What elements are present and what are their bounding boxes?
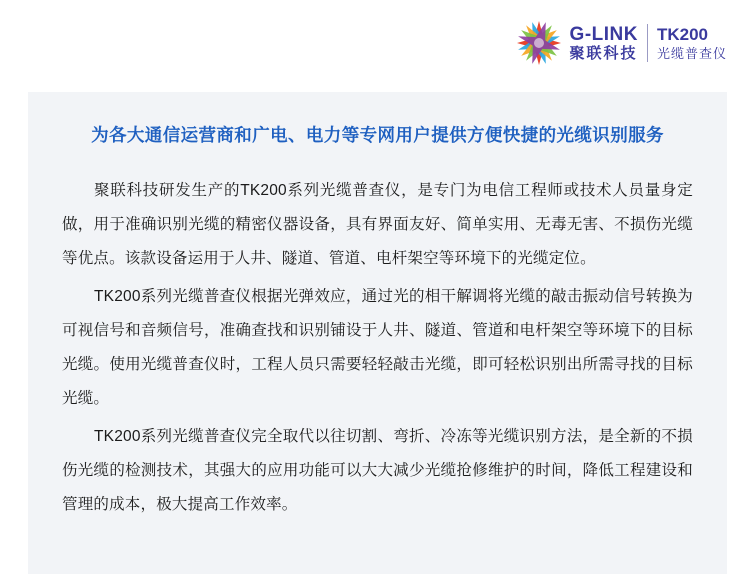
- product-model: TK200: [656, 24, 709, 44]
- brand-logo: [516, 20, 727, 66]
- brand-name-block: [570, 24, 647, 63]
- page-header: [0, 0, 755, 92]
- content-panel: [28, 92, 727, 574]
- paragraph-2: TK200系列光缆普查仪根据光弹效应，通过光的相干解调将光缆的敲击振动信号转换为可视信号和音频信号，准确查找和识别铺设于人井、隧道、管道和电杆架空等环境下的目标光缆。使用光缆普查仪时，工程人员只需要轻轻敲击光缆，即可轻松识别出所需寻找的目标光缆。: [62, 288, 693, 407]
- brand-name-cn: 聚联科技: [569, 44, 638, 62]
- paragraph-1: 聚联科技研发生产的TK200系列光缆普查仪，是专门为电信工程师或技术人员量身定做，用于准确识别光缆的精密仪器设备，具有界面友好、简单实用、无毒无害、不损伤光缆等优点。该款设备运用于人井、隧道、管道、电杆架空等环境下的光缆定位。: [62, 182, 693, 267]
- product-name-block: [648, 24, 727, 63]
- product-name-cn: 光缆普查仪: [656, 45, 727, 61]
- paragraph-3: TK200系列光缆普查仪完全取代以往切割、弯折、冷冻等光缆识别方法，是全新的不损伤光缆的检测技术，其强大的应用功能可以大大减少光缆抢修维护的时间，降低工程建设和管理的成本，极大提高工作效率。: [62, 428, 693, 513]
- brand-name-en: G-LINK: [569, 23, 638, 45]
- g-link-star-logo-icon: [516, 20, 562, 66]
- brand-text: [570, 24, 727, 63]
- page-title: 为各大通信运营商和广电、电力等专网用户提供方便快捷的光缆识别服务: [91, 125, 664, 145]
